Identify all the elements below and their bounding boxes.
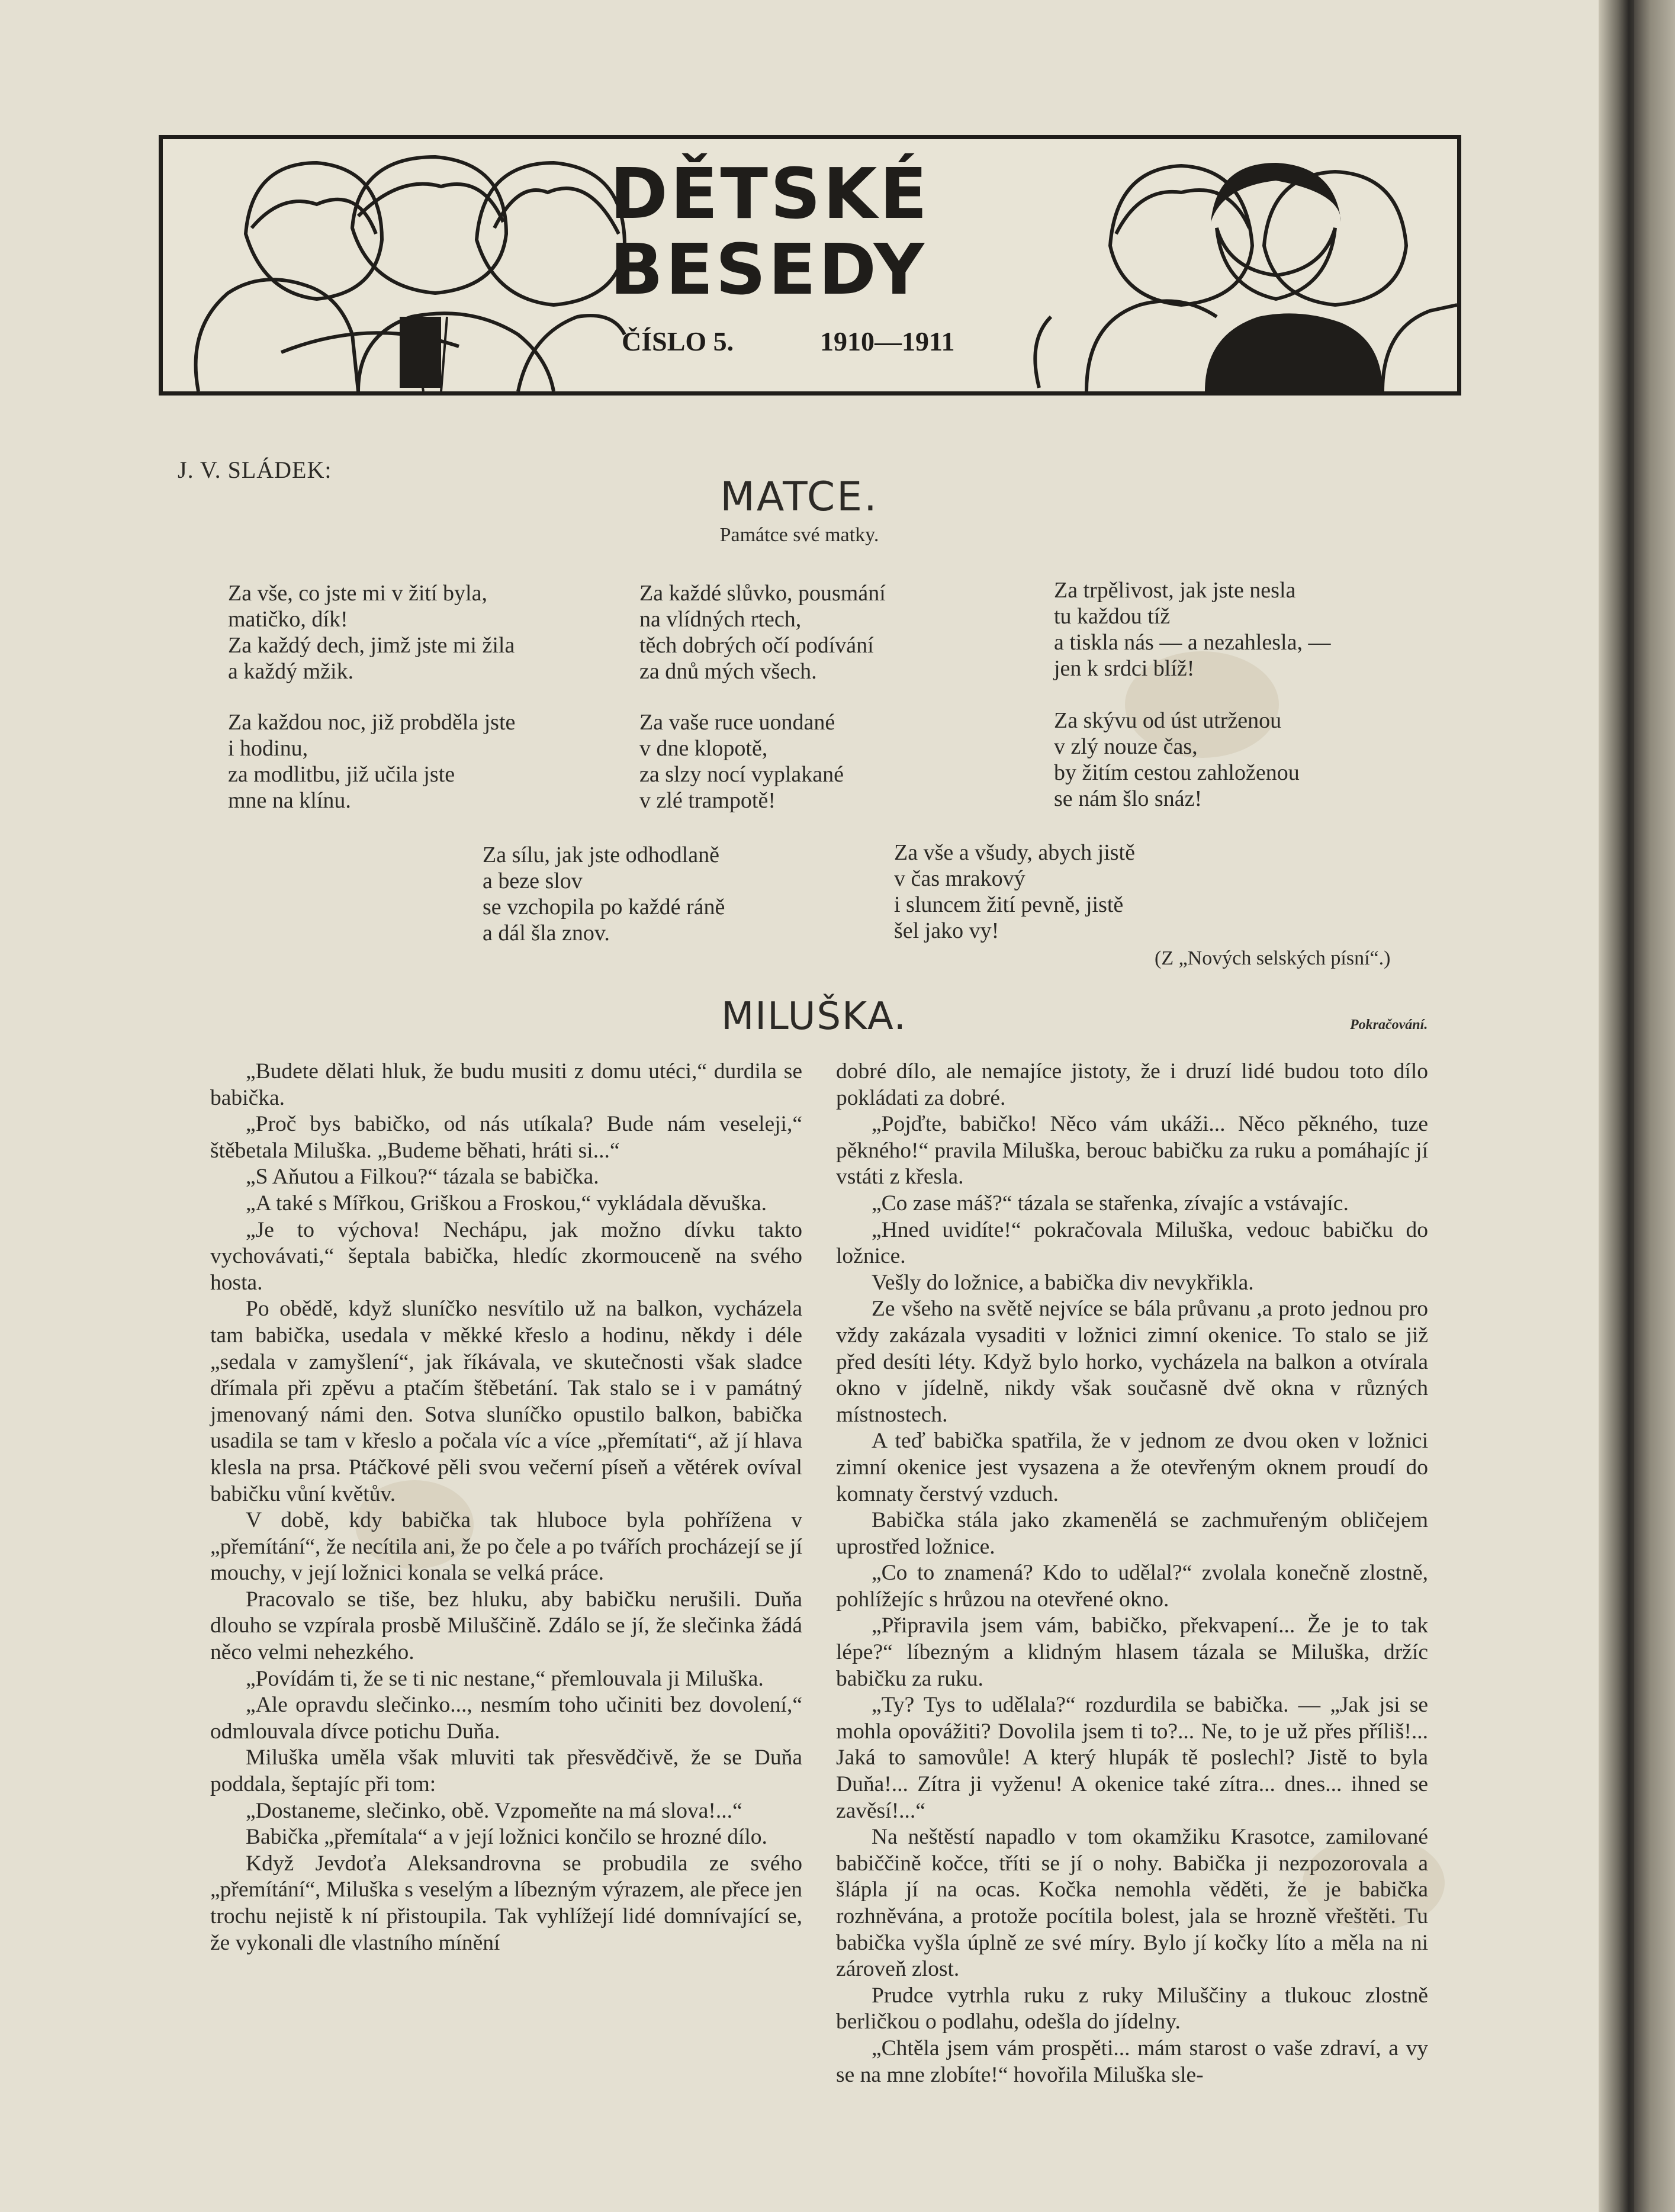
story-paragraph: „Proč bys babičko, od nás utíkala? Bude nám veseleji,“ štěbetala Miluška. „Budeme běhati, hráti si...“ (210, 1112, 802, 1163)
story-paragraph: „Je to výchova! Nechápu, jak možno dívku takto vychovávati,“ šeptala babička, hledíc zkormouceně na svého hosta. (210, 1217, 802, 1295)
poem-stanza: Za každou noc, již probděla jste i hodinu, za modlitbu, již učila jste mne na klínu. (228, 710, 516, 813)
poem-stanza: Za vaše ruce uondané v dne klopotě, za slzy nocí vyplakané v zlé trampotě! (639, 710, 844, 813)
story-paragraph: „Ale opravdu slečinko..., nesmím toho učiniti bez dovolení,“ odmlouvala dívce potichu Duňa. (210, 1693, 802, 1744)
story-paragraph: „Připravila jsem vám, babičko, překvapení... Že je to tak lépe?“ líbezným a klidným hlasem tázala se Miluška, držíc babičku za ruku. (836, 1613, 1428, 1691)
poem-stanza: Za vše a všudy, abych jistě v čas mrakový i sluncem žití pevně, jistě šel jako vy! (894, 840, 1135, 943)
masthead-issue: ČÍSLO 5. (622, 326, 734, 356)
story-paragraph: Prudce vytrhla ruku z ruky Miluščiny a tlukouc zlostně berličkou o podlahu, odešla do jídelny. (836, 1983, 1428, 2034)
story-paragraph: Pracovalo se tiše, bez hluku, aby babičku nerušili. Duňa dlouho se vzpírala prosbě Miluščině. Zdálo se jí, že slečinka žádá něco velmi nehezkého. (210, 1587, 802, 1665)
story-column-left (210, 1059, 802, 1956)
story-paragraph: V době, kdy babička tak hluboce byla pohřížena v „přemítání“, že necítila ani, že po čele a po tvářích procházejí se jí mouchy, v její ložnici konala se velká práce. (210, 1508, 802, 1586)
story-paragraph: Miluška uměla však mluviti tak přesvědčivě, že se Duňa poddala, šeptajíc při tom: (210, 1745, 802, 1797)
story-title: MILUŠKA. (721, 995, 907, 1039)
story-paragraph: „S Aňutou a Filkou?“ tázala se babička. (246, 1165, 599, 1189)
masthead-title-line1: DĚTSKÉ (610, 153, 930, 234)
story-continued-note: Pokračování. (1350, 1017, 1428, 1033)
poem-author: J. V. SLÁDEK: (178, 456, 332, 483)
story-paragraph: Babička stála jako zkamenělá se zachmuřeným obličejem uprostřed ložnice. (836, 1508, 1428, 1559)
poem-source: (Z „Nových selských písní“.) (1155, 947, 1391, 969)
story-paragraph: Když Jevdoťa Aleksandrovna se probudila ze svého „přemítání“, Miluška s veselým a líbezným výrazem, ale přece jen trochu nejistě k ní přistoupila. Tak vyhlížejí lidé domnívající se, že vykonali dle vlastního mínění (210, 1851, 802, 1955)
masthead-title (610, 153, 1036, 310)
masthead-banner (159, 135, 1461, 396)
poem-stanza: Za skývu od úst utrženou v zlý nouze čas, by žitím cestou zahloženou se nám šlo snáz! (1054, 708, 1300, 811)
story-paragraph: „Dostaneme, slečinko, obě. Vzpomeňte na má slova!...“ (246, 1798, 742, 1823)
story-paragraph: Na neštěstí napadlo v tom okamžiku Krasotce, zamilované babiččině kočce, tříti se jí o nohy. Babička ji nezpozorovala a šlápla jí na ocas. Kočka nemohla věděti, že je babička rozhněvána, a protože pocítila bolest, jala se hrozně vřeštěti. Tu babička vyšla úplně ze své míry. Bylo jí kočky líto a měla na ni zároveň zlost. (836, 1825, 1428, 1982)
story-paragraph: „Povídám ti, že se ti nic nestane,“ přemlouvala ji Miluška. (246, 1666, 764, 1691)
story-paragraph: Babička „přemítala“ a v její ložnici končilo se hrozné dílo. (246, 1825, 767, 1850)
masthead-year: 1910—1911 (820, 326, 955, 356)
story-paragraph: „Co zase máš?“ tázala se stařenka, zívajíc a vstávajíc. (872, 1191, 1349, 1216)
story-paragraph: „Budete dělati hluk, že budu musiti z domu utéci,“ durdila se babička. (210, 1059, 802, 1110)
story-paragraph: Vešly do ložnice, a babička div nevykřikla. (872, 1270, 1254, 1295)
poem-stanza: Za vše, co jste mi v žití byla, matičko, dík! Za každý dech, jimž jste mi žila a každý mžik. (228, 581, 515, 684)
poem-dedication: Památce své matky. (719, 524, 879, 546)
story-paragraph: dobré dílo, ale nemajíce jistoty, že i druzí lidé budou toto dílo pokládati za dobré. (836, 1059, 1428, 1110)
story-column-right (836, 1059, 1428, 2088)
poem-stanza: Za sílu, jak jste odhodlaně a beze slov se vzchopila po každé ráně a dál šla znov. (483, 843, 725, 946)
book-spine-shadow (1599, 0, 1634, 2212)
poem-stanza: Za každé slůvko, pousmání na vlídných rtech, těch dobrých očí podívání za dnů mých všech. (639, 581, 886, 684)
story-paragraph: A teď babička spatřila, že v jednom ze dvou oken v ložnici zimní okenice jest vysazena a že otevřeným oknem proudí do komnaty čerstvý vzduch. (836, 1429, 1428, 1506)
poem-stanza: Za trpělivost, jak jste nesla tu každou tíž a tiskla nás — a nezahlesla, — jen k srdci blíž! (1054, 578, 1331, 681)
story-paragraph: „Co to znamená? Kdo to udělal?“ zvolala konečně zlostně, pohlížejíc s hrůzou na otevřené okno. (836, 1561, 1428, 1612)
story-paragraph: „A také s Mířkou, Griškou a Froskou,“ vykládala děvuška. (246, 1191, 767, 1216)
next-page-edge (1634, 0, 1675, 2212)
story-paragraph: „Ty? Tys to udělala?“ rozdurdila se babička. — „Jak jsi se mohla opovážiti? Dovolila jsem ti to?... Ne, to je už přes příliš!... Jaká to samovůle! A který hlupák tě poslechl? Jistě to byla Duňa!... Zítra ji vyženu! A okenice také zítra... dnes... ihned se zavěsí!...“ (836, 1693, 1428, 1823)
masthead-title-line2: BESEDY (610, 229, 927, 310)
story-paragraph: „Pojďte, babičko! Něco vám ukáži... Něco pěkného, tuze pěkného!“ pravila Miluška, berouc babičku za ruku a pomáhajíc jí vstáti z křesla. (836, 1112, 1428, 1189)
story-paragraph: Ze všeho na světě nejvíce se bála průvanu ,a proto jednou pro vždy zakázala vysaditi v ložnici zimní okenice. To stalo se již před desíti léty. Když bylo horko, vycházela na balkon a otvírala okno v jídelně, nikdy však současně dvě okna v různých místnostech. (836, 1297, 1428, 1427)
story-paragraph: „Chtěla jsem vám prospěti... mám starost o vaše zdraví, a vy se na mne zlobíte!“ hovořila Miluška sle- (836, 2036, 1428, 2087)
story-paragraph: „Hned uvidíte!“ pokračovala Miluška, vedouc babičku do ložnice. (836, 1217, 1428, 1269)
story-paragraph: Po obědě, když sluníčko nesvítilo už na balkon, vycházela tam babička, usedala v měkké křeslo a hodinu, někdy i déle „sedala v zamyšlení“, jak říkávala, ve skutečnosti však sladce dřímala při zpěvu a ptačím štěbetání. Tak stalo se i v památný jmenovaný námi den. Sotva sluníčko opustilo balkon, babička usadila se tam v křeslo a počala víc a více „přemítati“, až jí hlava klesla na prsa. Ptáčkové pěli svou večerní píseň a větérek ovíval babičku vůní květův. (210, 1297, 802, 1506)
poem-title: MATCE. (720, 474, 879, 520)
